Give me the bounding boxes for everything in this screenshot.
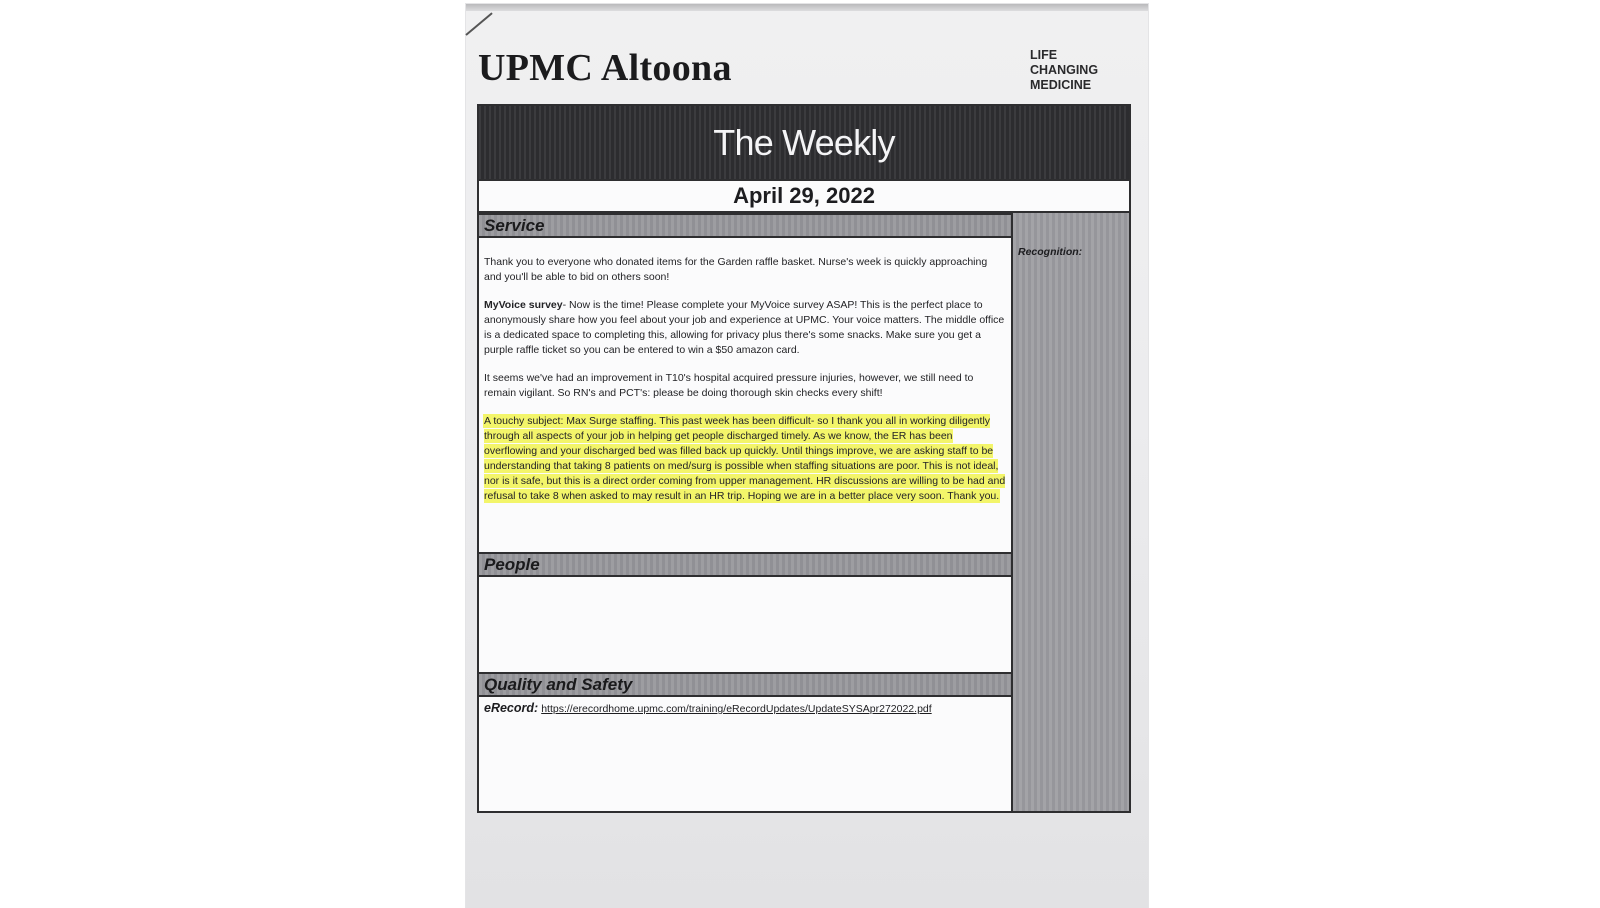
service-body [479,238,1011,552]
tagline [1030,48,1098,93]
people-heading: People [484,555,540,574]
service-paragraph: Thank you to everyone who donated items for the Garden raffle basket. Nurse's week is quickly approaching and you'll be able to bid on others soon! [484,256,988,283]
people-body [479,577,1011,672]
issue-date: April 29, 2022 [733,183,875,208]
recognition-column [1013,213,1129,811]
dateline [479,179,1129,213]
service-heading-bar [479,213,1011,238]
quality-heading-bar [479,672,1011,697]
paper-top-edge [466,4,1148,11]
tagline-line: LIFE [1030,48,1058,62]
pressure-injuries-paragraph: It seems we've had an improvement in T10's hospital acquired pressure injuries, however, we still need to remain vigilant. So RN's and PCT's: please be doing thorough skin checks every shift! [484,372,974,399]
erecord-row [484,699,932,717]
newsletter-title: The Weekly [713,121,895,163]
service-heading: Service [484,216,545,235]
myvoice-paragraph [479,298,1011,358]
staffing-paragraph [479,414,1011,504]
pen-mark [465,12,492,35]
masthead [479,106,1129,179]
recognition-label: Recognition: [1018,246,1083,258]
newsletter-page [466,4,1148,908]
erecord-link[interactable]: https://erecordhome.upmc.com/training/eRecordUpdates/UpdateSYSApr272022.pdf [541,703,932,715]
people-heading-bar [479,552,1011,577]
tagline-line: CHANGING [1030,63,1099,77]
highlighted-text: A touchy subject: Max Surge staffing. This past week has been difficult- so I thank you all in working diligently through all aspects of your job in helping get people discharged timely. As we know, the ER has been overflowing and your discharged bed was filled back up quickly. Until things improve, we are asking staff to be understanding that taking 8 patients on med/surg is possible when staffing situations are poor. This is not ideal, nor is it safe, but this is a direct order coming from upper management. HR discussions are willing to be had and refusal to take 8 when asked to may result in an HR trip. Hoping we are in a better place very soon. Thank you. [484,415,1006,502]
newsletter-frame [477,104,1131,813]
erecord-label: eRecord: [484,701,539,715]
quality-heading: Quality and Safety [484,675,633,694]
myvoice-text: - Now is the time! Please complete your MyVoice survey ASAP! This is the perfect place to anonymously share how you feel about your job and experience at UPMC. Your voice matters. The middle office is a dedicated space to completing this, allowing for privacy plus there's some snacks. Make sure you get a purple raffle ticket so you can be entered to win a $50 amazon card. [484,299,1005,356]
main-column [479,213,1013,811]
tagline-line: MEDICINE [1030,78,1092,92]
quality-body [479,697,1011,811]
myvoice-label: MyVoice survey [484,299,563,311]
organization-logo: UPMC Altoona [478,47,732,89]
